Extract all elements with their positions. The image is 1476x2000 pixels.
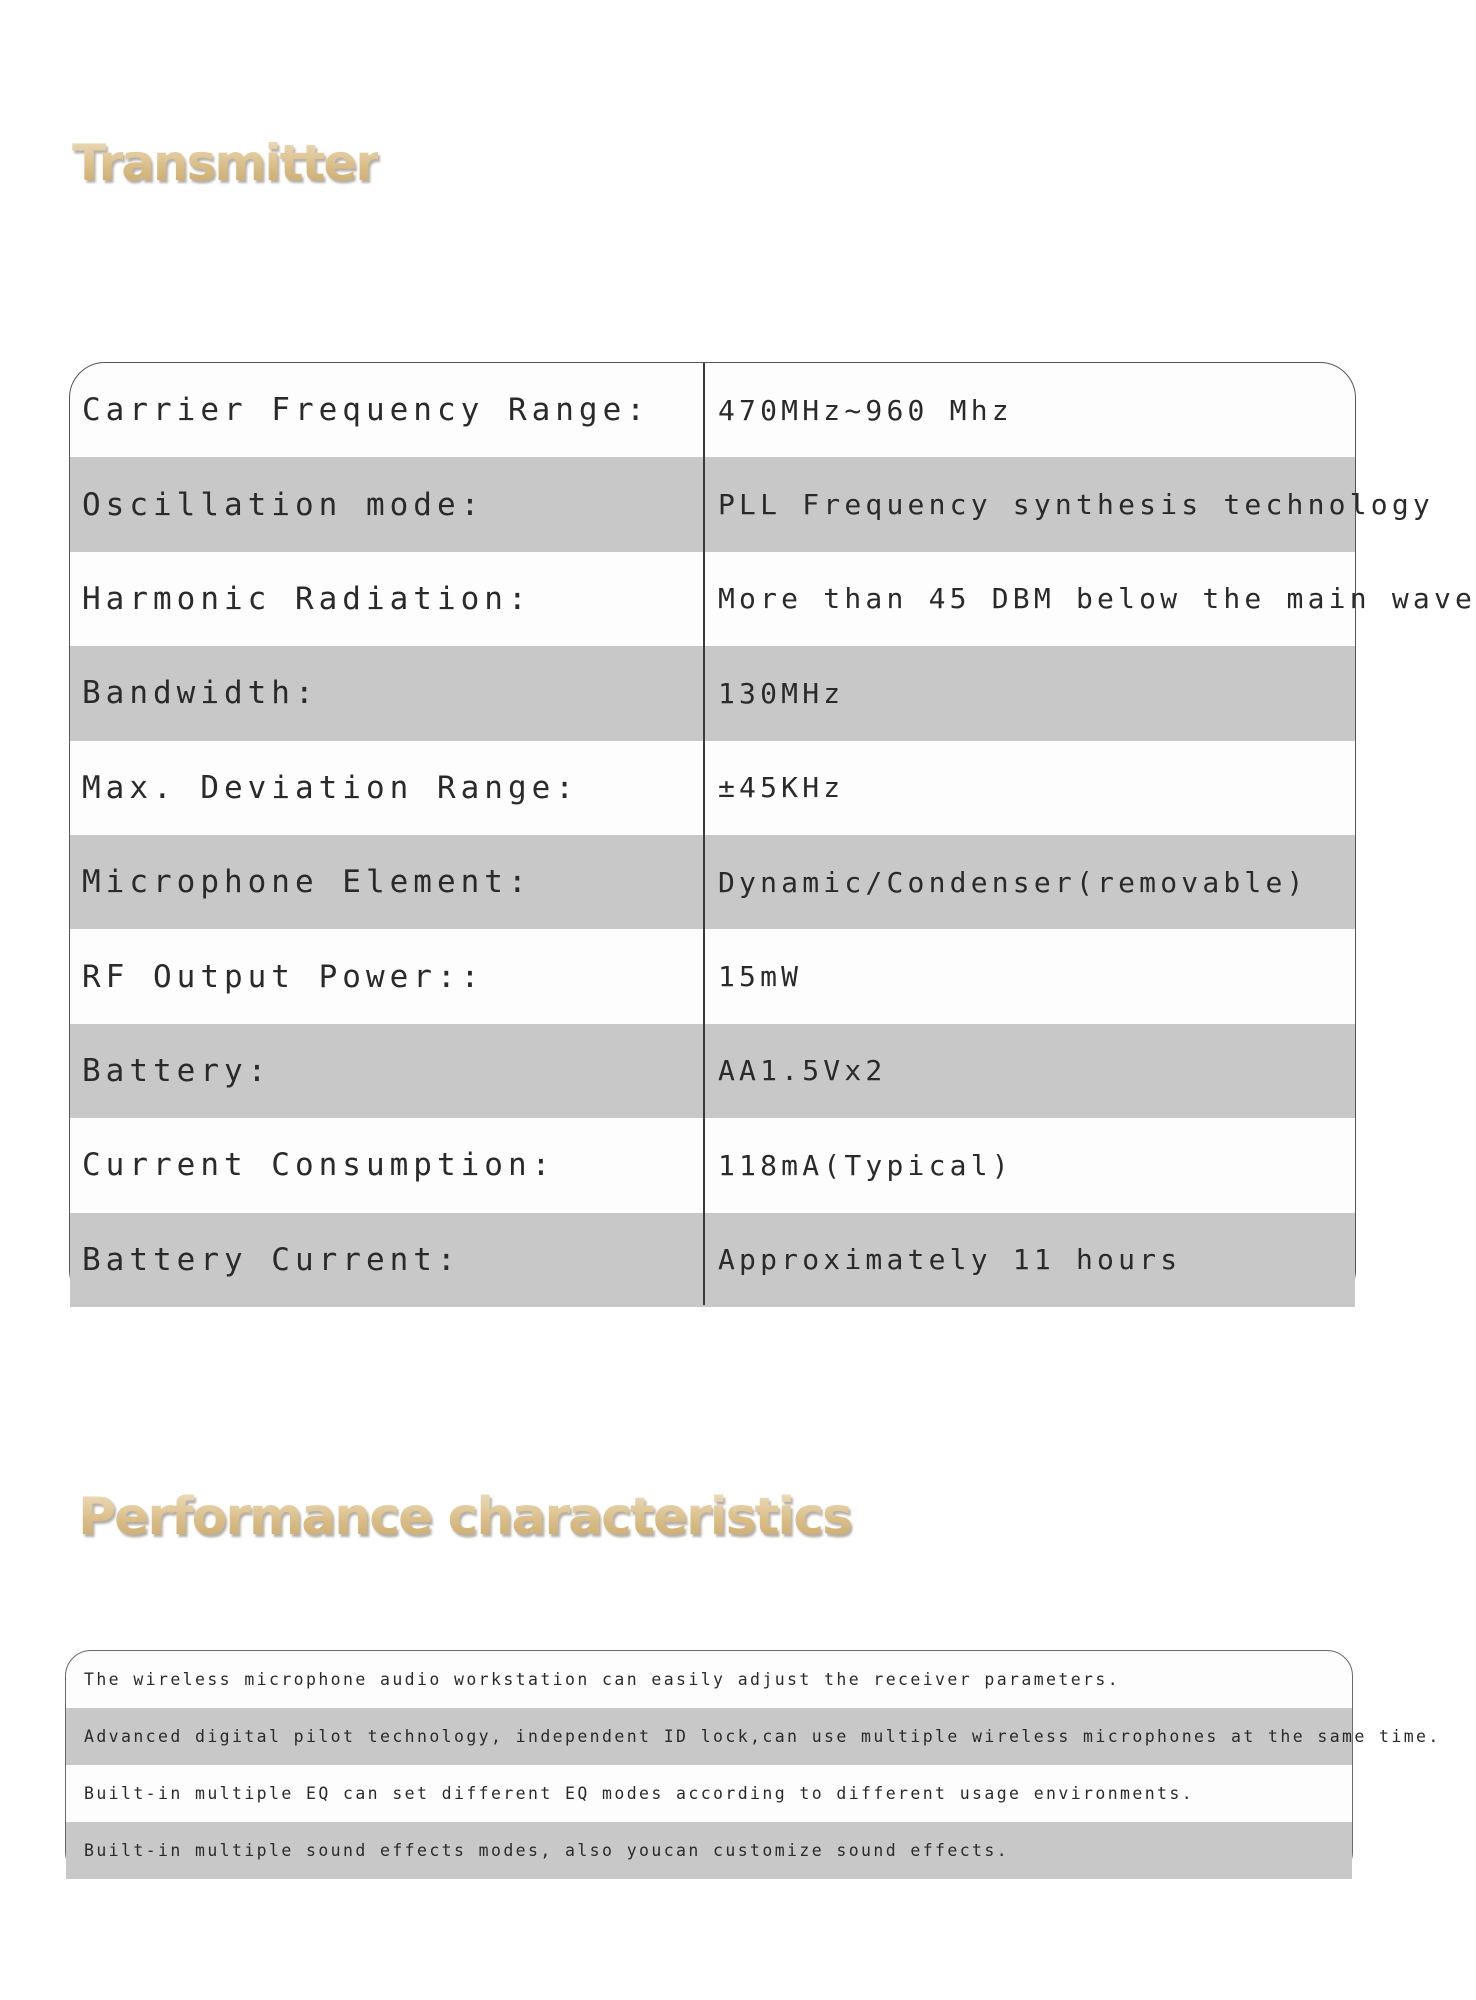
spec-row xyxy=(70,1024,1355,1118)
spec-label: Battery: xyxy=(82,1052,272,1089)
spec-label: Microphone Element: xyxy=(82,864,532,901)
spec-value: More than 45 DBM below the main wave xyxy=(718,582,1476,616)
list-item xyxy=(66,1651,1352,1708)
spec-row xyxy=(70,457,1434,551)
spec-value: Approximately 11 hours xyxy=(718,1243,1182,1277)
list-item-text: Advanced digital pilot technology, independent ID lock,can use multiple wireless microphones at the same time. xyxy=(84,1727,1441,1746)
spec-label: Oscillation mode: xyxy=(82,486,485,523)
list-item-text: Built-in multiple EQ can set different EQ modes according to different usage environments. xyxy=(84,1784,1195,1803)
spec-value: 15mW xyxy=(718,960,803,994)
spec-row xyxy=(70,1118,1355,1212)
spec-label: Battery Current: xyxy=(82,1241,461,1278)
spec-value: PLL Frequency synthesis technology xyxy=(718,488,1434,522)
spec-value: AA1.5Vx2 xyxy=(718,1054,887,1088)
spec-row xyxy=(70,363,1355,457)
spec-row xyxy=(70,646,1355,740)
spec-label: Bandwidth: xyxy=(82,675,319,712)
spec-label: Max. Deviation Range: xyxy=(82,769,579,806)
transmitter-spec-table xyxy=(69,362,1476,1306)
spec-row xyxy=(70,1213,1355,1307)
spec-value: 470MHz~960 Mhz xyxy=(718,393,1013,427)
spec-label: Harmonic Radiation: xyxy=(82,580,532,617)
list-item xyxy=(66,1708,1441,1765)
list-item-text: The wireless microphone audio workstation can easily adjust the receiver parameters. xyxy=(84,1670,1121,1689)
spec-value: Dynamic/Condenser(removable) xyxy=(718,865,1308,899)
spec-value: 130MHz xyxy=(718,676,845,710)
spec-label: RF Output Power:: xyxy=(82,958,485,995)
performance-list xyxy=(65,1650,1441,1878)
spec-label: Carrier Frequency Range: xyxy=(82,392,650,429)
list-item xyxy=(66,1765,1352,1822)
list-item-text: Built-in multiple sound effects modes, also youcan customize sound effects. xyxy=(84,1841,1010,1860)
spec-row xyxy=(70,552,1476,646)
spec-row xyxy=(70,929,1355,1023)
spec-row xyxy=(70,741,1355,835)
transmitter-heading: Transmitter xyxy=(72,128,378,198)
performance-heading: Performance characteristics xyxy=(78,1482,851,1552)
column-divider xyxy=(703,363,705,1305)
list-item xyxy=(66,1822,1352,1879)
spec-value: 118mA(Typical) xyxy=(718,1148,1013,1182)
spec-value: ±45KHz xyxy=(718,771,845,805)
spec-label: Current Consumption: xyxy=(82,1147,556,1184)
spec-row xyxy=(70,835,1355,929)
